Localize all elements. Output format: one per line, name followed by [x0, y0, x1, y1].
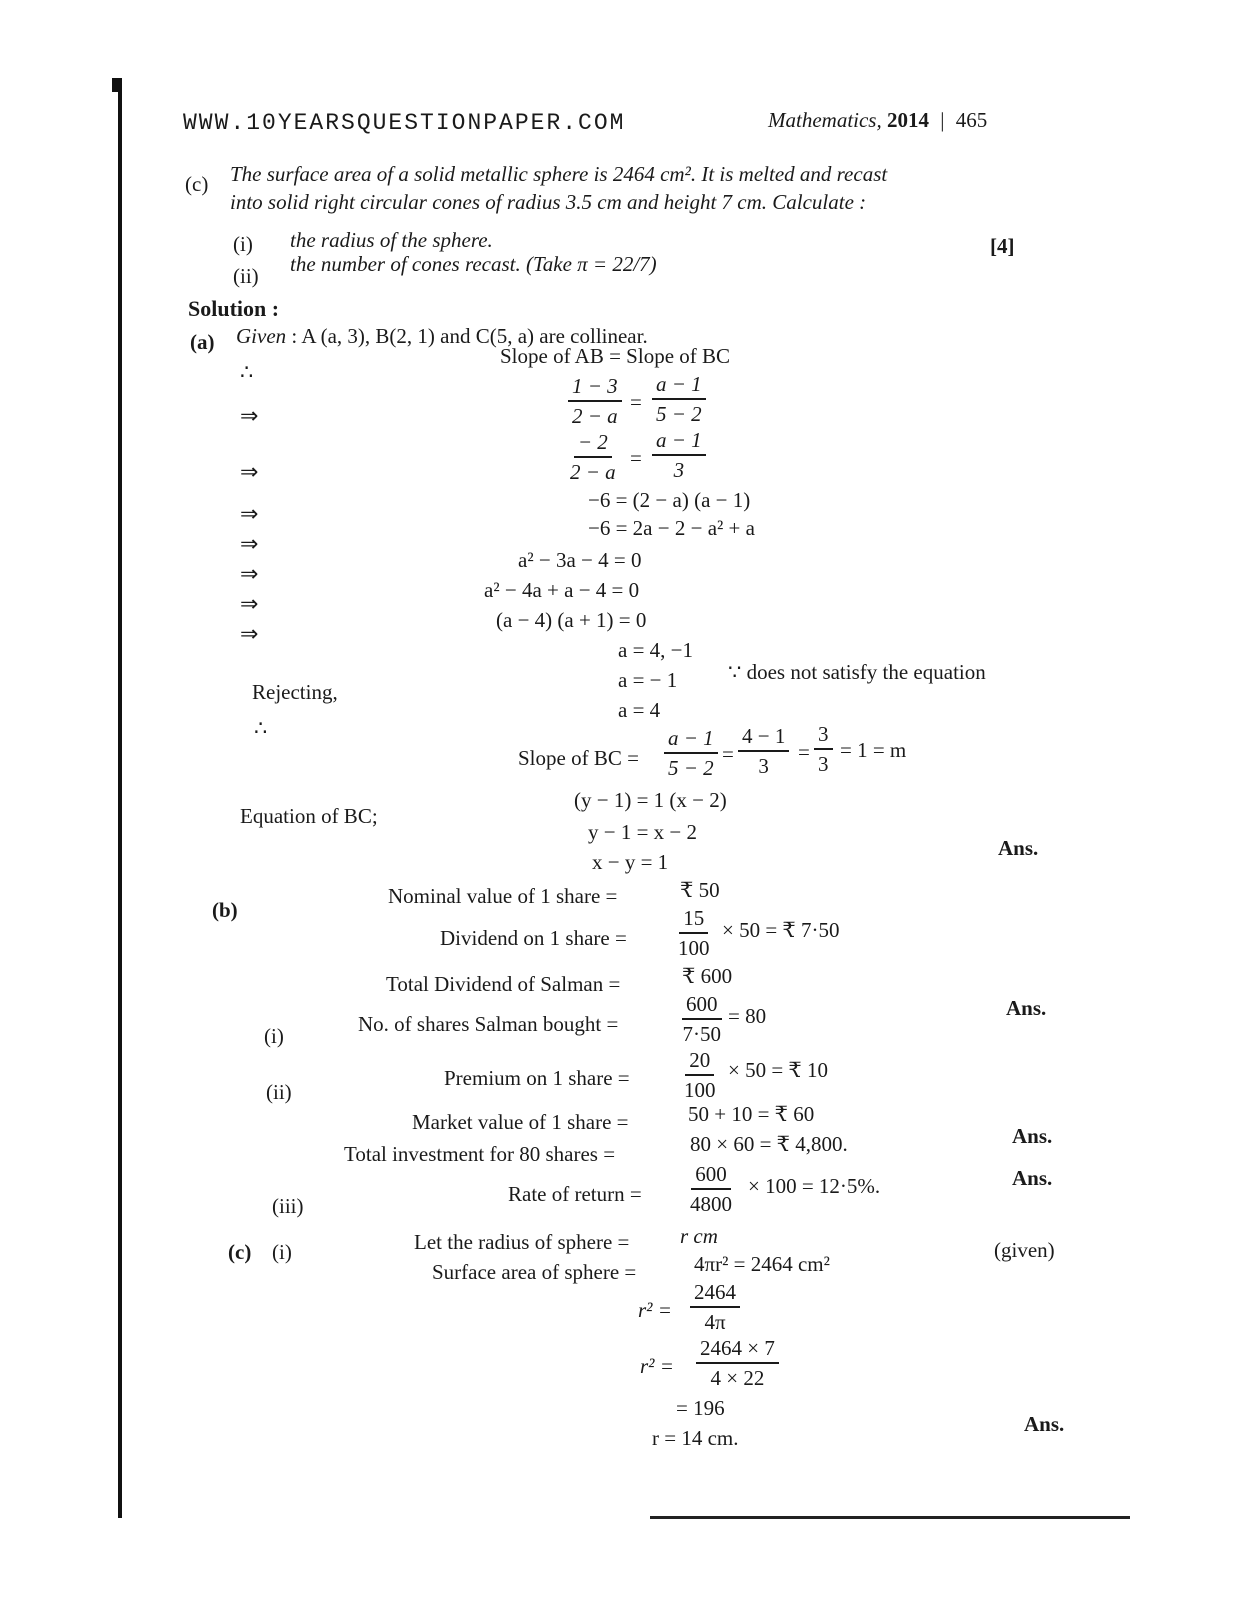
dividend-value: × 50 = ₹ 7·50	[722, 918, 840, 942]
fraction: $\frac{600}{4800}$	[690, 1162, 732, 1216]
answer-marker: Ans.	[998, 836, 1039, 860]
page-header: Mathematics, 2014 | 465	[768, 108, 988, 132]
question-marks: [4]	[990, 234, 1015, 258]
answer-marker: Ans.	[1012, 1166, 1053, 1190]
investment-label: Total investment for 80 shares =	[344, 1142, 616, 1166]
given-word: Given	[236, 324, 287, 348]
equals-sign: =	[722, 742, 734, 766]
answer-marker: Ans.	[1024, 1412, 1065, 1436]
surface-area-value: 4πr² = 2464 cm²	[694, 1252, 830, 1276]
investment-value: 80 × 60 = ₹ 4,800.	[690, 1132, 848, 1156]
implies-arrow: ⇒	[240, 502, 259, 527]
slope-result: = 1 = m	[840, 738, 907, 762]
slope-equality: Slope of AB = Slope of BC	[500, 344, 731, 368]
market-value: 50 + 10 = ₹ 60	[688, 1102, 815, 1126]
equation-line: a = 4, −1	[618, 638, 694, 662]
shares-bought-value: = 80	[728, 1004, 767, 1028]
equation-line: x − y = 1	[592, 850, 669, 874]
equation-line: (y − 1) = 1 (x − 2)	[574, 788, 727, 812]
implies-arrow: ⇒	[240, 460, 259, 485]
part-c-i-label: (i)	[272, 1240, 292, 1264]
rate-of-return-value: × 100 = 12·5%.	[748, 1174, 881, 1198]
page-number: 465	[955, 108, 988, 132]
given-text: : A (a, 3), B(2, 1) and C(5, a) are collinear.	[291, 324, 648, 348]
fraction: $\frac{20}{100}$	[684, 1048, 716, 1102]
fraction: $\frac{a - 1}{5 - 2}$	[652, 374, 706, 425]
equals-sign: =	[630, 390, 642, 414]
part-b-label: (b)	[212, 898, 238, 922]
question-c-ii-label: (ii)	[233, 264, 259, 288]
fraction: $\frac{600}{7\cdot 50}$	[682, 992, 721, 1046]
part-c-label: (c)	[228, 1240, 252, 1264]
fraction: $\frac{15}{100}$	[678, 906, 710, 960]
exam-year: 2014	[886, 108, 929, 132]
surface-area-label: Surface area of sphere =	[432, 1260, 637, 1284]
implies-arrow: ⇒	[240, 404, 259, 429]
fraction: $\frac{1 - 3}{2 - a}$	[568, 376, 622, 427]
question-c-label: (c)	[185, 172, 209, 196]
equation-line: r = 14 cm.	[652, 1426, 739, 1450]
rate-of-return-label: Rate of return =	[508, 1182, 642, 1206]
implies-arrow: ⇒	[240, 592, 259, 617]
part-b-iii-label: (iii)	[272, 1194, 304, 1218]
question-c-ii-text: the number of cones recast. (Take π = 22/7)	[290, 252, 657, 276]
equals-sign: =	[798, 740, 810, 764]
rejecting-label: Rejecting,	[252, 680, 338, 704]
shares-bought-label: No. of shares Salman bought =	[358, 1012, 619, 1036]
equation-line: (a − 4) (a + 1) = 0	[496, 608, 647, 632]
bottom-rule	[650, 1516, 1130, 1519]
r-squared-label: r² =	[638, 1298, 672, 1322]
equation-of-bc-label: Equation of BC;	[240, 804, 378, 828]
fraction: $\frac{4 - 1}{3}$	[738, 726, 789, 777]
rejection-reason: ∵ does not satisfy the equation	[728, 660, 986, 684]
premium-value: × 50 = ₹ 10	[728, 1058, 829, 1082]
dividend-label: Dividend on 1 share =	[440, 926, 627, 950]
equation-line: a = 4	[618, 698, 661, 722]
premium-label: Premium on 1 share =	[444, 1066, 630, 1090]
fraction: $\frac{a - 1}{5 - 2}$	[664, 728, 718, 779]
question-c-i-text: the radius of the sphere.	[290, 228, 493, 252]
equation-line: −6 = (2 − a) (a − 1)	[588, 488, 751, 512]
fraction: $\frac{2464}{4\pi}$	[690, 1282, 740, 1333]
equals-sign: =	[630, 446, 642, 470]
given-note: (given)	[994, 1238, 1055, 1262]
equation-line: a² − 3a − 4 = 0	[518, 548, 642, 572]
equation-line: a = − 1	[618, 668, 678, 692]
part-b-i-label: (i)	[264, 1024, 284, 1048]
question-c-line1: The surface area of a solid metallic sphere is 2464 cm². It is melted and recast	[230, 162, 888, 186]
fraction: $\frac{3}{3}$	[814, 724, 833, 775]
market-value-label: Market value of 1 share =	[412, 1110, 629, 1134]
equation-line: = 196	[676, 1396, 725, 1420]
nominal-value-label: Nominal value of 1 share =	[388, 884, 618, 908]
answer-marker: Ans.	[1012, 1124, 1053, 1148]
binding-margin-line	[118, 78, 122, 1518]
implies-arrow: ⇒	[240, 532, 259, 557]
site-watermark: WWW.10YEARSQUESTIONPAPER.COM	[183, 110, 626, 136]
fraction: $\frac{- 2}{2 - a}$	[570, 430, 616, 484]
solution-heading: Solution :	[188, 296, 280, 321]
fraction: $\frac{a - 1}{3}$	[652, 430, 706, 481]
equation-line: −6 = 2a − 2 − a² + a	[588, 516, 755, 540]
radius-label: Let the radius of sphere =	[414, 1230, 630, 1254]
r-squared-label: r² =	[640, 1354, 674, 1378]
therefore-symbol: ∴	[254, 716, 268, 740]
part-a-label: (a)	[190, 330, 215, 354]
implies-arrow: ⇒	[240, 562, 259, 587]
equation-line: y − 1 = x − 2	[588, 820, 698, 844]
total-dividend-label: Total Dividend of Salman =	[386, 972, 621, 996]
answer-marker: Ans.	[1006, 996, 1047, 1020]
question-c-i-label: (i)	[233, 232, 253, 256]
fraction: $\frac{2464 \times 7}{4 \times 22}$	[696, 1338, 779, 1389]
radius-value: r cm	[680, 1224, 718, 1248]
subject-name: Mathematics,	[768, 108, 882, 132]
equation-line: a² − 4a + a − 4 = 0	[484, 578, 640, 602]
slope-bc-label: Slope of BC =	[518, 746, 639, 770]
implies-arrow: ⇒	[240, 622, 259, 647]
nominal-value: ₹ 50	[680, 878, 720, 902]
part-b-ii-label: (ii)	[266, 1080, 292, 1104]
therefore-symbol: ∴	[240, 360, 254, 384]
question-c-line2: into solid right circular cones of radius 3.5 cm and height 7 cm. Calculate :	[230, 190, 867, 214]
total-dividend-value: ₹ 600	[682, 964, 733, 988]
